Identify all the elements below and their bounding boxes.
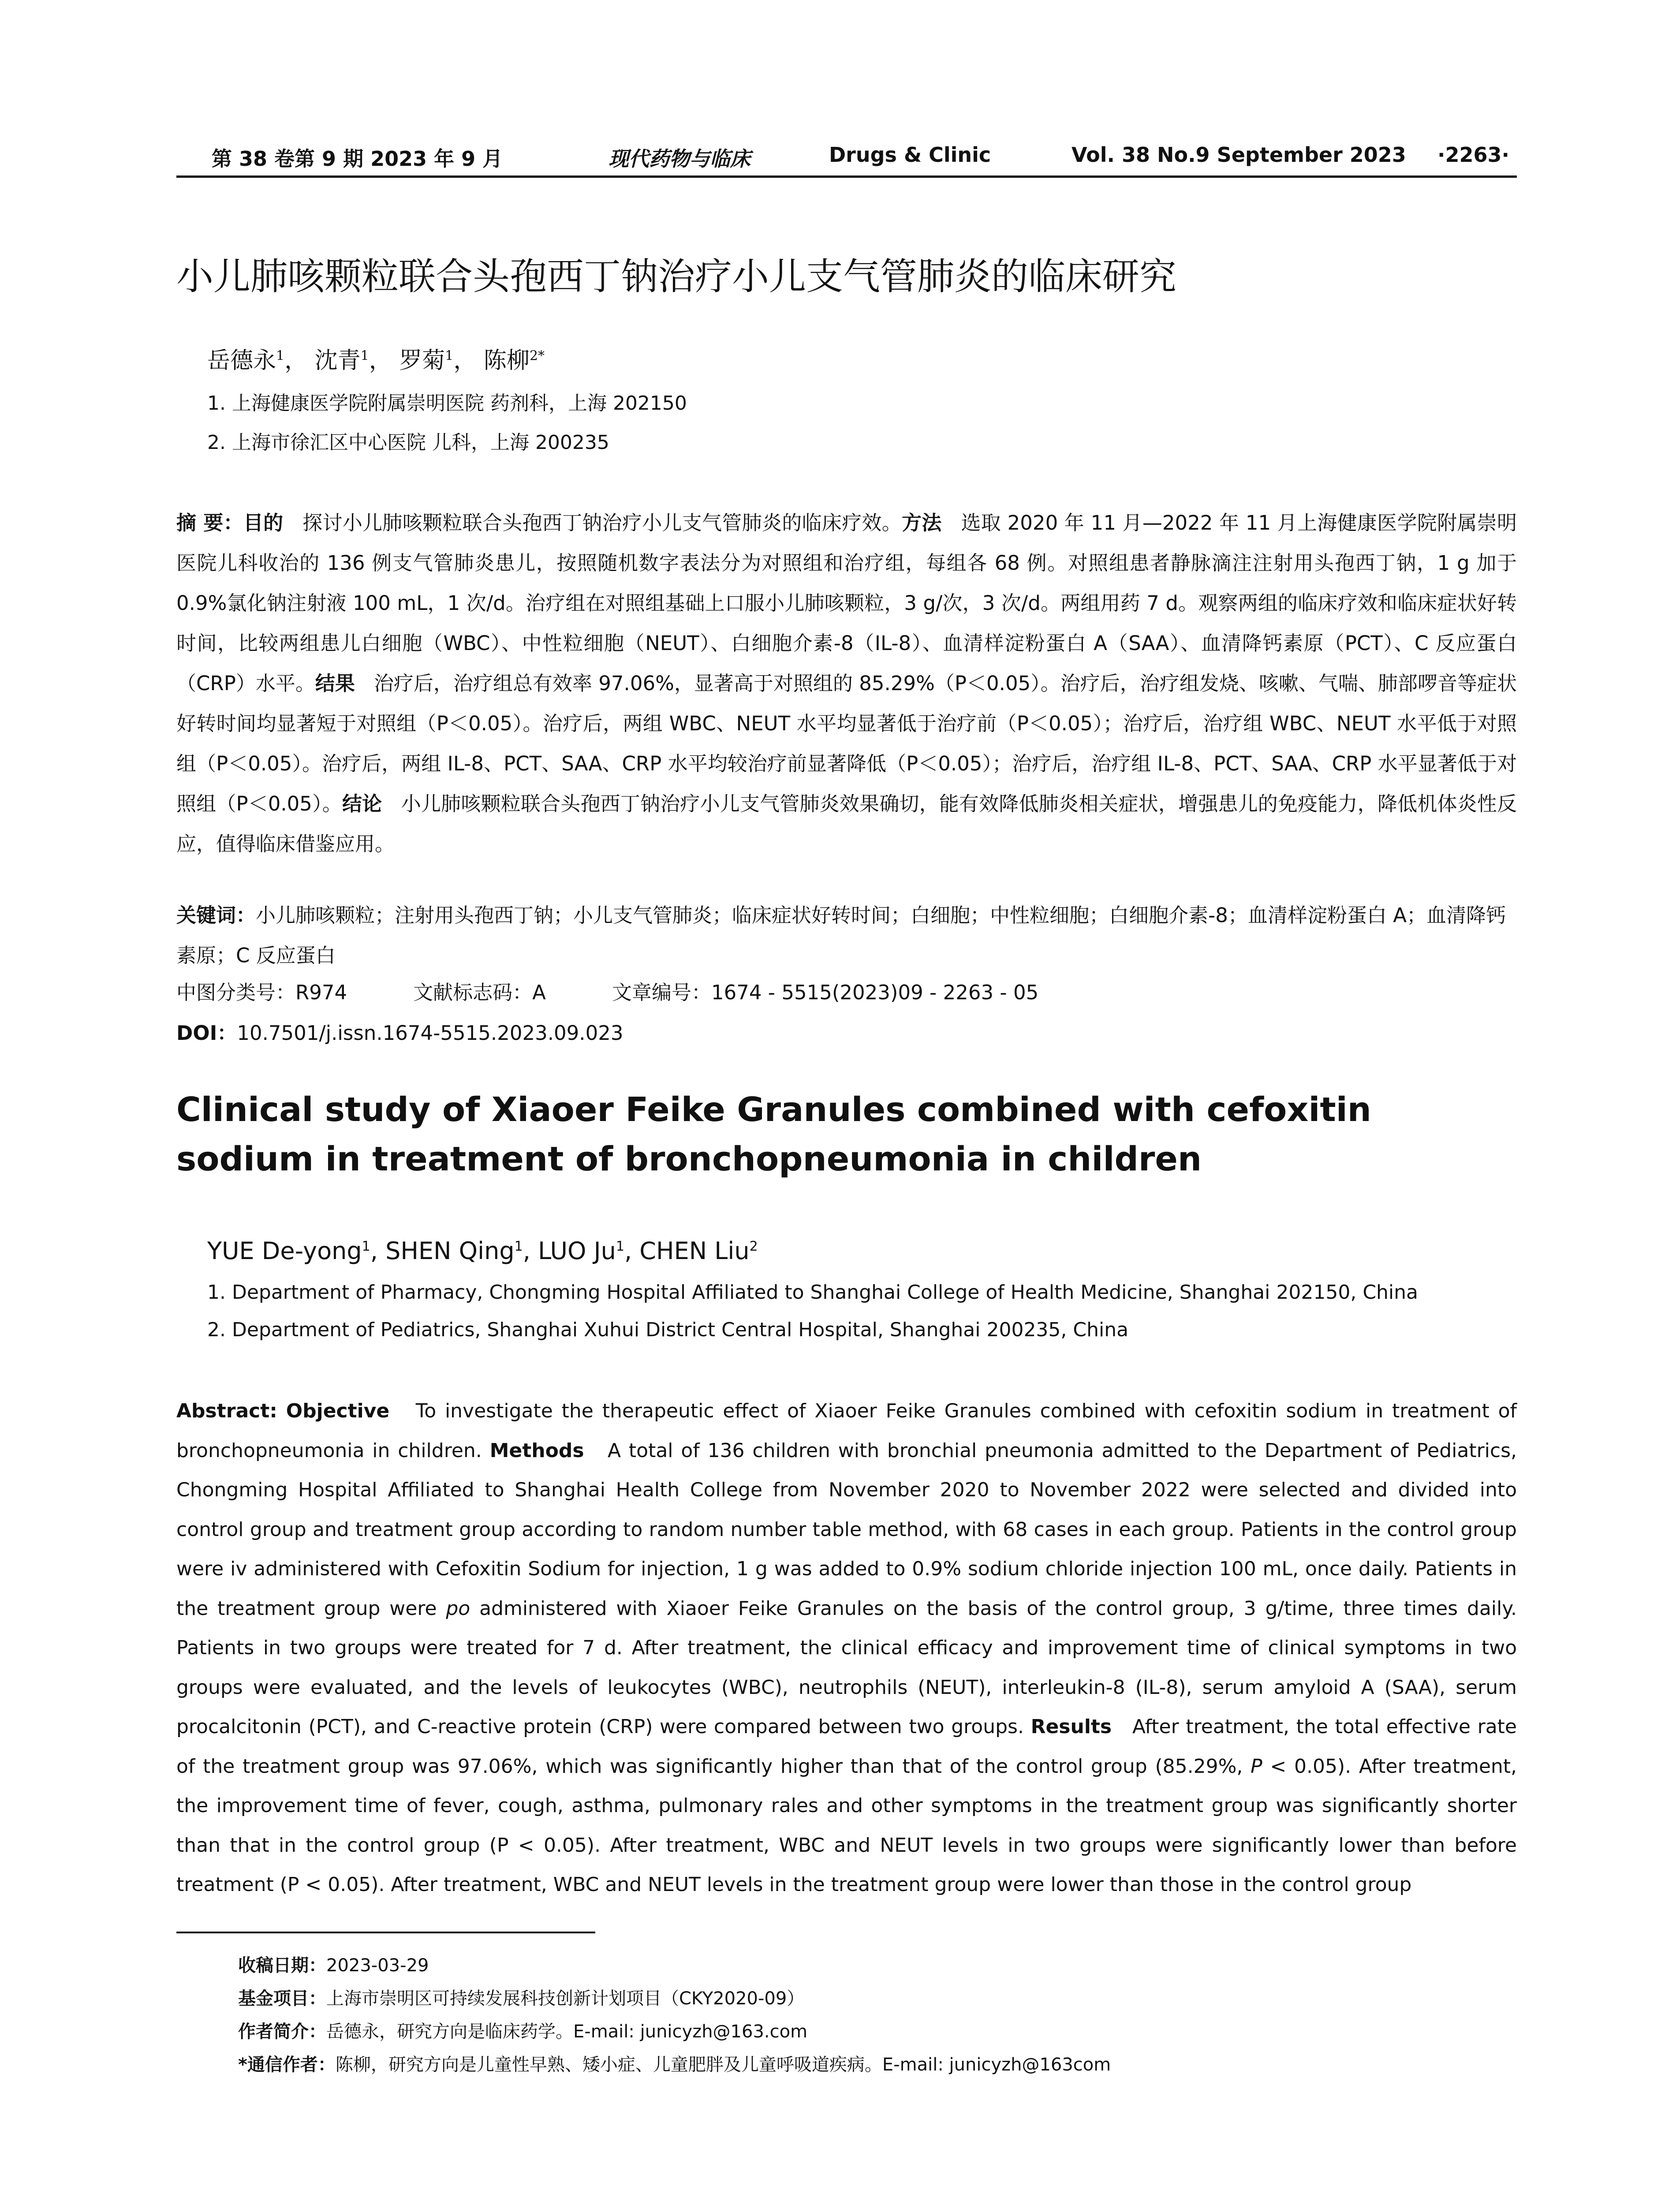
author-affiliation-mark: 2* [529, 348, 545, 364]
footnote-fund [238, 1984, 804, 2010]
keywords-cn [176, 895, 1517, 975]
affiliation-en: 1. Department of Pharmacy, Chongming Hospital Affiliated to Shanghai College of Health Medicine, Shanghai 202150, China [207, 1281, 1419, 1304]
objective-text: To investigate the therapeutic effect of Xiaoer Feike Granules combined with cefoxitin sodium in treatment of bronchopneumonia in children. [176, 1400, 1517, 1462]
footnote-text: 陈柳，研究方向是儿童性早熟、矮小症、儿童肥胖及儿童呼吸道疾病。E-mail: junicyzh@163com [335, 2055, 1111, 2075]
author-affiliation-mark: 1 [514, 1239, 523, 1254]
abstract-label: Abstract: [176, 1400, 277, 1422]
methods-po: po [446, 1597, 470, 1620]
article-number: 文章编号：1674 - 5515(2023)09 - 2263 - 05 [612, 981, 1039, 1004]
author-affiliation-mark: 2 [749, 1239, 758, 1254]
abstract-cn [176, 503, 1517, 864]
keywords-text: 小儿肺咳颗粒；注射用头孢西丁钠；小儿支气管肺炎；临床症状好转时间；白细胞；中性粒细胞；白细胞介素-8；血清样淀粉蛋白 A；血清降钙素原；C 反应蛋白 [176, 904, 1506, 967]
header-journal-en: Drugs & Clinic [829, 143, 991, 167]
footnote-text: 岳德永，研究方向是临床药学。E-mail: junicyzh@163.com [326, 2022, 808, 2042]
clc-number: 中图分类号：R974 [176, 981, 347, 1004]
doi-line [176, 1017, 623, 1046]
header-volume-cn: 第 38 卷第 9 期 2023 年 9 月 [212, 147, 503, 171]
keywords-label: 关键词： [176, 904, 256, 927]
objective-label: 目的 [243, 511, 284, 534]
methods-label: 方法 [902, 511, 942, 534]
results-text: After treatment, the total effective rate of the treatment group was 97.06%, which was significantly higher than that of the control group (85.29%, [176, 1715, 1517, 1778]
conclusion-text: 小儿肺咳颗粒联合头孢西丁钠治疗小儿支气管肺炎效果确切，能有效降低肺炎相关症状，增强患儿的免疫能力，降低机体炎性反应，值得临床借鉴应用。 [176, 792, 1517, 856]
author-name: 岳德永 [207, 348, 276, 374]
running-header [176, 140, 1517, 178]
abstract-en [176, 1391, 1517, 1905]
methods-text: A total of 136 children with bronchial pneumonia admitted to the Department of Pediatrics, Chongming Hospital Affiliated to Shanghai Health College from November 2020 to November 2022 were selected and divided into control group and treatment group according to random number table method, with 68 cases in each group. Patients in the control group were iv administered with Cefoxitin Sodium for injection, 1 g was added to 0.9% sodium chloride injection 100 mL, once daily. Patients in the treatment group were [176, 1439, 1517, 1620]
methods-text: administered with Xiaoer Feike Granules on the basis of the control group, 3 g/time, three times daily. Patients in two groups were treated for 7 d. After treatment, the clinical efficacy and improvement time of clinical symptoms in two groups were evaluated, and the levels of leukocytes (WBC), neutrophils (NEUT), interleukin-8 (IL-8), serum amyloid A (SAA), serum procalcitonin (PCT), and C-reactive protein (CRP) were compared between two groups. [176, 1597, 1517, 1738]
footnote-text: 2023-03-29 [326, 1955, 429, 1976]
objective-label: Objective [286, 1400, 390, 1422]
footnote-rule [176, 1932, 595, 1933]
title-en: Clinical study of Xiaoer Feike Granules combined with cefoxitin sodium in treatment of bronchopneumonia in children [176, 1090, 1371, 1178]
author-affiliation-mark: 1 [360, 348, 369, 364]
author-affiliation-mark: 1 [616, 1239, 624, 1254]
header-journal-cn: 现代药物与临床 [609, 147, 750, 171]
abstract-label: 摘 要： [176, 511, 243, 534]
author-name: 罗菊 [399, 348, 445, 374]
authors-en: YUE De-yong$^1$, SHEN Qing$^1$, LUO Ju$^1$, CHEN Liu$^2$ [207, 1237, 758, 1265]
document-code: 文献标志码：A [413, 981, 546, 1004]
footnote-received [238, 1951, 429, 1977]
footnote-text: 上海市崇明区可持续发展科技创新计划项目（CKY2020-09） [326, 1988, 805, 2009]
affiliation-cn: 1. 上海健康医学院附属崇明医院 药剂科，上海 202150 [207, 392, 687, 415]
results-text: 治疗后，治疗组总有效率 97.06%，显著高于对照组的 85.29%（P＜0.05）。治疗后，治疗组发烧、咳嗽、气喘、肺部啰音等症状好转时间均显著短于对照组（P＜0.05）。治疗后，两组 WBC、NEUT 水平均显著低于治疗前（P＜0.05）；治疗后，治疗组 WBC、NEUT 水平低于对照组（P＜0.05）。治疗后，两组 IL-8、PCT、SAA、CRP 水平均较治疗前显著降低（P＜0.05）；治疗后，治疗组 IL-8、PCT、SAA、CRP 水平显著低于对照组（P＜0.05）。 [176, 672, 1517, 815]
title-cn: 小儿肺咳颗粒联合头孢西丁钠治疗小儿支气管肺炎的临床研究 [176, 255, 1177, 298]
results-label: Results [1030, 1715, 1112, 1738]
results-label: 结果 [315, 672, 355, 695]
author-name: YUE De-yong [207, 1237, 362, 1265]
objective-text: 探讨小儿肺咳颗粒联合头孢西丁钠治疗小儿支气管肺炎的临床疗效。 [302, 511, 902, 534]
methods-text: 选取 2020 年 11 月—2022 年 11 月上海健康医学院附属崇明医院儿科收治的 136 例支气管肺炎患儿，按照随机数字表法分为对照组和治疗组，每组各 68 例。对照组患者静脉滴注注射用头孢西丁钠，1 g 加于 0.9%氯化钠注射液 100 mL，1 次/d。治疗组在对照组基础上口服小儿肺咳颗粒，3 g/次，3 次/d。两组用药 7 d。观察两组的临床疗效和临床症状好转时间，比较两组患儿白细胞（WBC）、中性粒细胞（NEUT）、白细胞介素-8（IL-8）、血清样淀粉蛋白 A（SAA）、血清降钙素原（PCT）、C 反应蛋白（CRP）水平。 [176, 511, 1517, 695]
methods-label: Methods [489, 1439, 584, 1462]
author-affiliation-mark: 1 [362, 1239, 370, 1254]
doi-label: DOI： [176, 1021, 237, 1045]
author-name: CHEN Liu [639, 1237, 750, 1265]
doi-value: 10.7501/j.issn.1674-5515.2023.09.023 [237, 1021, 623, 1045]
conclusion-label: 结论 [342, 792, 382, 815]
header-volume-en: Vol. 38 No.9 September 2023 [1071, 143, 1406, 167]
authors-cn: 岳德永$^1$， 沈青$^1$， 罗菊$^1$， 陈柳$^{2*}$ [207, 348, 545, 374]
author-affiliation-mark: 1 [445, 348, 454, 364]
footnote-corresponding [238, 2051, 1111, 2076]
footnote-label: 收稿日期： [238, 1955, 326, 1976]
footnote-label: *通信作者： [238, 2055, 336, 2075]
header-page-number: ·2263· [1437, 143, 1509, 167]
author-name: LUO Ju [538, 1237, 616, 1265]
results-p: P [1251, 1755, 1262, 1778]
results-text: < 0.05). After treatment, the improvement time of fever, cough, asthma, pulmonary rales and other symptoms in the treatment group was significantly shorter than that in the control group (P < 0.05). After treatment, WBC and NEUT levels in two groups were significantly lower than before treatment (P < 0.05). After treatment, WBC and NEUT levels in the treatment group were lower than those in the control group [176, 1755, 1517, 1896]
author-affiliation-mark: 1 [276, 348, 285, 364]
footnote-label: 基金项目： [238, 1988, 326, 2009]
author-name: 陈柳 [483, 348, 530, 374]
affiliation-cn: 2. 上海市徐汇区中心医院 儿科，上海 200235 [207, 431, 609, 454]
footnote-author-bio [238, 2018, 807, 2043]
author-name: SHEN Qing [385, 1237, 515, 1265]
author-name: 沈青 [314, 348, 361, 374]
affiliation-en: 2. Department of Pediatrics, Shanghai Xuhui District Central Hospital, Shanghai 200235, China [207, 1319, 1129, 1341]
classification-line [176, 976, 1038, 1005]
footnote-label: 作者简介： [238, 2022, 326, 2042]
